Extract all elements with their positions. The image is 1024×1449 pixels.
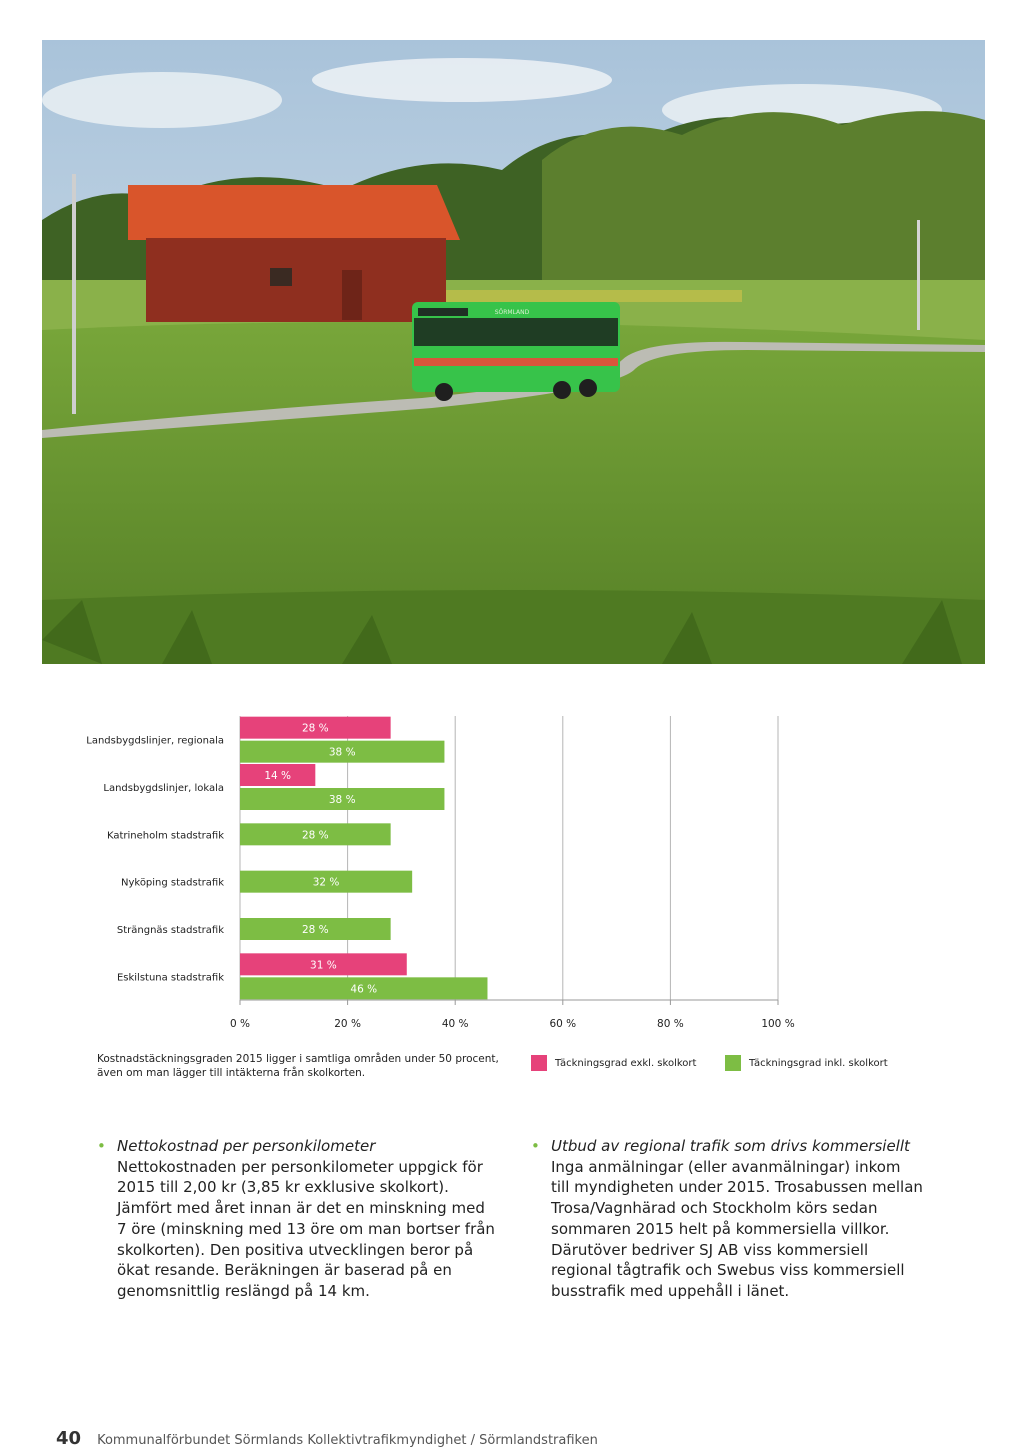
x-tick-label: 100 %	[761, 1018, 795, 1030]
bar-value-label: 32 %	[312, 876, 340, 889]
category-label: Nyköping stadstrafik	[120, 877, 224, 889]
bar-value-label: 28 %	[301, 924, 329, 936]
bar-chart	[0, 700, 1024, 1040]
legend-swatch-pink	[531, 1055, 547, 1071]
legend-item-inkl	[725, 1055, 888, 1071]
legend-swatch-green	[725, 1055, 741, 1071]
category-label: Strängnäs stadstrafik	[116, 925, 224, 936]
bar-value-label: 14 %	[264, 770, 292, 782]
category-label: Landsbygdslinjer, regionala	[86, 735, 224, 747]
bar-value-label: 38 %	[328, 746, 356, 759]
bar-value-label: 38 %	[328, 794, 356, 806]
chart-caption: Kostnadstäckningsgraden 2015 ligger i samtliga områden under 50 procent, även om man lägger till intäkterna från skolkorten.	[97, 1053, 499, 1079]
bullet-icon: •	[97, 1137, 106, 1155]
bus-sign: SÖRMLAND	[494, 309, 530, 316]
x-tick-label: 40 %	[441, 1018, 469, 1030]
bus-barn-illustration	[42, 40, 985, 664]
bar-value-label: 28 %	[301, 722, 329, 735]
category-label: Katrineholm stadstrafik	[106, 830, 224, 842]
bar-value-label: 28 %	[301, 829, 329, 842]
legend-label-inkl: Täckningsgrad inkl. skolkort	[749, 1057, 888, 1069]
category-label: Landsbygdslinjer, lokala	[103, 783, 224, 794]
bar-value-label: 46 %	[350, 983, 378, 996]
landscape-photo	[42, 40, 985, 664]
column-right-heading: Utbud av regional trafik som drivs kommersiellt	[551, 1137, 910, 1155]
legend-item-exkl	[531, 1055, 696, 1071]
category-label: Eskilstuna stadstrafik	[116, 972, 224, 984]
x-tick-label: 80 %	[657, 1018, 684, 1030]
page-footer	[56, 1428, 598, 1449]
column-left-heading: Nettokostnad per personkilometer	[117, 1137, 376, 1155]
footer-text: Kommunalförbundet Sörmlands Kollektivtrafikmyndighet / Sörmlandstrafiken	[97, 1433, 598, 1448]
bullet-icon: •	[531, 1137, 540, 1155]
cost-coverage-chart	[0, 700, 1024, 1040]
column-right	[531, 1136, 923, 1302]
column-right-text: Inga anmälningar (eller avanmälningar) inkom till myndigheten under 2015. Trosabussen mellan Trosa/Vagnhärad och Stockholm körs sedan sommaren 2015 helt på kommersiella villkor. Därutöver bedriver SJ AB viss kommersiell regional tågtrafik och Swebus viss kommersiell busstrafik med uppehåll i länet.	[551, 1157, 923, 1300]
column-left-text: Nettokostnaden per personkilometer uppgick för 2015 till 2,00 kr (3,85 kr exklusive skolkort). Jämfört med året innan är det en minskning med 7 öre (minskning med 13 öre om man bortser från skolkorten). Den positiva utvecklingen beror på ökat resande. Beräkningen är baserad på en genomsnittlig reslängd på 14 km.	[117, 1157, 495, 1300]
x-tick-label: 60 %	[549, 1018, 577, 1030]
bar-value-label: 31 %	[310, 959, 337, 972]
column-left	[97, 1136, 497, 1302]
x-tick-label: 20 %	[334, 1018, 361, 1030]
page-number: 40	[56, 1428, 82, 1449]
x-tick-label: 0 %	[230, 1018, 250, 1030]
bus	[412, 302, 620, 401]
legend-label-exkl: Täckningsgrad exkl. skolkort	[555, 1057, 697, 1069]
